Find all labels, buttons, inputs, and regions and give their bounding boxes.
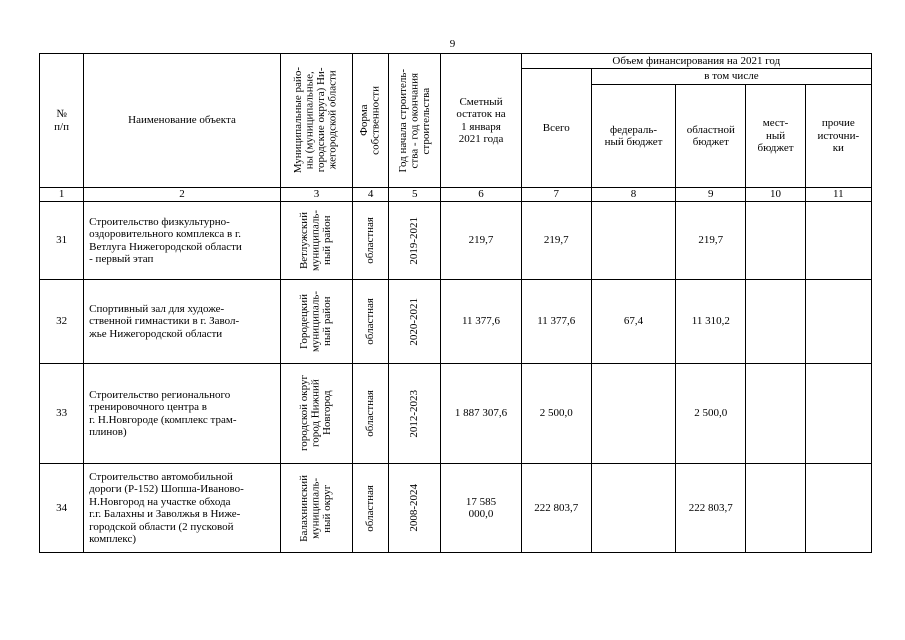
row-other: [805, 202, 871, 280]
table-row: [40, 464, 872, 553]
row-ownership-text: областная: [363, 390, 376, 437]
column-number: 7: [521, 188, 591, 202]
column-number: 1: [40, 188, 84, 202]
row-ownership-text: областная: [363, 298, 376, 345]
header-including-group: в том числе: [591, 69, 871, 85]
table-row: [40, 364, 872, 464]
column-number: 10: [746, 188, 805, 202]
header-years: [389, 54, 441, 188]
column-number: 5: [389, 188, 441, 202]
header-municipal: [280, 54, 352, 188]
row-estimate: 11 377,6: [441, 280, 521, 364]
row-ownership: [353, 464, 389, 553]
column-numbers-row: [40, 188, 872, 202]
column-number: 11: [805, 188, 871, 202]
row-no: 32: [40, 280, 84, 364]
row-other: [805, 364, 871, 464]
row-regional: 2 500,0: [676, 364, 746, 464]
row-regional: 222 803,7: [676, 464, 746, 553]
row-federal: 67,4: [591, 280, 675, 364]
row-municipal: [280, 364, 352, 464]
header-ownership-text: Форма собственности: [358, 86, 382, 155]
header-municipal-text: Муниципальные райо- ны (муниципальные, городские округа) Ни- жегородской области: [292, 67, 339, 174]
funding-table: [39, 53, 872, 553]
page-number: 9: [449, 38, 456, 50]
row-object-name: Спортивный зал для художе- ственной гимнастики в г. Завол- жье Нижегородской области: [84, 280, 281, 364]
row-estimate: 17 585 000,0: [441, 464, 521, 553]
row-municipal-text: городской округ город Нижний Новгород: [298, 375, 334, 452]
row-total: 219,7: [521, 202, 591, 280]
column-number: 2: [84, 188, 281, 202]
row-municipal-text: Городецкий муниципаль- ный район: [298, 290, 334, 353]
row-municipal-text: Ветлужский муниципаль- ный район: [298, 209, 334, 272]
row-local: [746, 202, 805, 280]
row-federal: [591, 464, 675, 553]
row-ownership: [353, 202, 389, 280]
row-years-text: 2019-2021: [408, 216, 421, 265]
row-total: 11 377,6: [521, 280, 591, 364]
header-other: прочие источни- ки: [805, 85, 871, 188]
row-object-name: Строительство автомобильной дороги (Р-152) Шопша-Иваново- Н.Новгород на участке обхода г.г. Балахны и Заволжья в Ниже- городской области (2 пусковой комплекс): [84, 464, 281, 553]
row-years-text: 2012-2023: [408, 389, 421, 438]
row-no: 33: [40, 364, 84, 464]
row-local: [746, 364, 805, 464]
table-row: [40, 280, 872, 364]
column-number: 8: [591, 188, 675, 202]
column-number: 4: [353, 188, 389, 202]
row-regional: 219,7: [676, 202, 746, 280]
table-row: [40, 202, 872, 280]
header-name: Наименование объекта: [84, 54, 281, 188]
header-funding-group: Объем финансирования на 2021 год: [521, 54, 871, 69]
header-local: мест- ный бюджет: [746, 85, 805, 188]
row-other: [805, 280, 871, 364]
row-local: [746, 280, 805, 364]
row-years: [389, 280, 441, 364]
column-number: 6: [441, 188, 521, 202]
row-ownership-text: областная: [363, 484, 376, 532]
header-total: Всего: [521, 69, 591, 188]
row-object-name: Строительство физкультурно- оздоровительного комплекса в г. Ветлуга Нижегородской области - первый этап: [84, 202, 281, 280]
row-ownership: [353, 280, 389, 364]
row-estimate: 219,7: [441, 202, 521, 280]
row-municipal: [280, 202, 352, 280]
header-regional: областной бюджет: [676, 85, 746, 188]
row-no: 34: [40, 464, 84, 553]
row-years: [389, 202, 441, 280]
row-estimate: 1 887 307,6: [441, 364, 521, 464]
row-years: [389, 464, 441, 553]
header-years-text: Год начала строитель- ства - год окончания строительства: [396, 68, 432, 173]
row-no: 31: [40, 202, 84, 280]
row-years-text: 2020-2021: [408, 297, 421, 346]
header-no: № п/п: [40, 54, 84, 188]
row-years: [389, 364, 441, 464]
row-object-name: Строительство регионального тренировочного центра в г. Н.Новгороде (комплекс трам- плинов): [84, 364, 281, 464]
row-municipal: [280, 464, 352, 553]
row-local: [746, 464, 805, 553]
row-federal: [591, 364, 675, 464]
header-federal: федераль- ный бюджет: [591, 85, 675, 188]
row-ownership: [353, 364, 389, 464]
row-other: [805, 464, 871, 553]
row-total: 222 803,7: [521, 464, 591, 553]
row-federal: [591, 202, 675, 280]
row-total: 2 500,0: [521, 364, 591, 464]
column-number: 3: [280, 188, 352, 202]
header-ownership: [353, 54, 389, 188]
row-years-text: 2008-2024: [408, 484, 421, 532]
header-estimate: Сметный остаток на 1 января 2021 года: [441, 54, 521, 188]
row-ownership-text: областная: [363, 217, 376, 264]
row-municipal: [280, 280, 352, 364]
column-number: 9: [676, 188, 746, 202]
row-regional: 11 310,2: [676, 280, 746, 364]
row-municipal-text: Балахнинский муниципаль- ный округ: [298, 474, 334, 542]
